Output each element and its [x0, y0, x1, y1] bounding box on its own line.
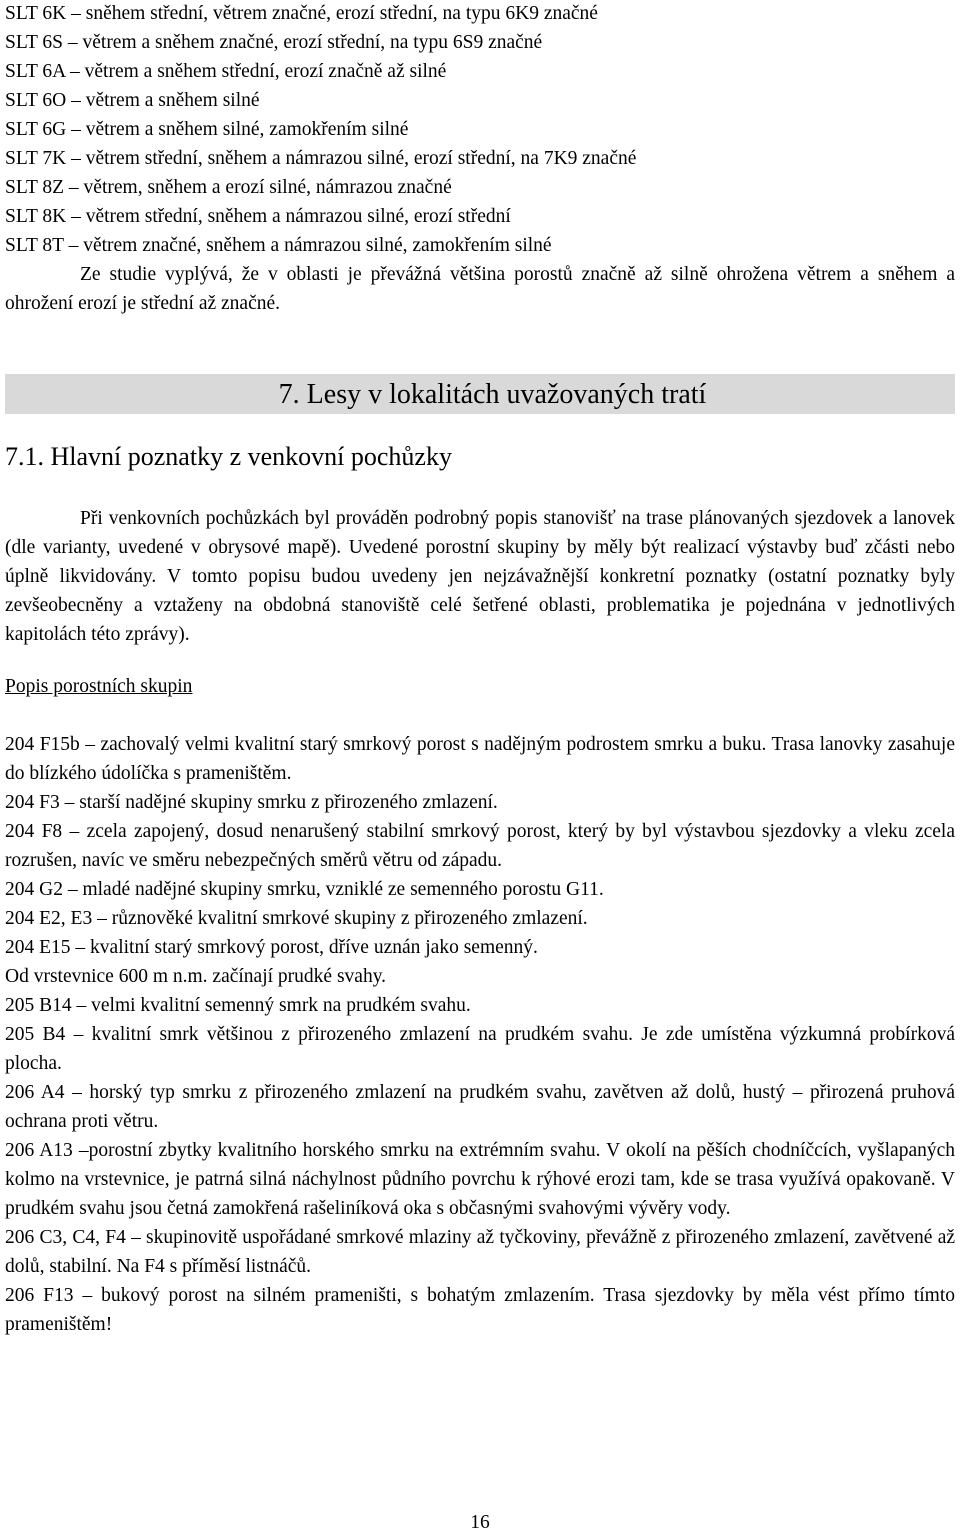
stand-item: 205 B14 – velmi kvalitní semenný smrk na prudkém svahu.	[5, 995, 471, 1016]
stand-item: 205 B4 – kvalitní smrk většinou z přirozeného zmlazení na prudkém svahu. Je zde umístěna výzkumná probírková plocha.	[5, 1024, 955, 1074]
chapter-heading: 7. Lesy v lokalitách uvažovaných tratí	[5, 374, 955, 414]
stand-item: 204 F3 – starší nadějné skupiny smrku z přirozeného zmlazení.	[5, 792, 498, 813]
stand-descriptions-title: Popis porostních skupin	[5, 676, 193, 697]
slt-line: SLT 8T – větrem značné, sněhem a námrazou silné, zamokřením silné	[5, 235, 552, 256]
section-subheading: 7.1. Hlavní poznatky z venkovní pochůzky	[5, 442, 452, 471]
slt-line: SLT 8Z – větrem, sněhem a erozí silné, námrazou značné	[5, 177, 452, 198]
stand-item: 204 E2, E3 – různověké kvalitní smrkové skupiny z přirozeného zmlazení.	[5, 908, 588, 929]
slt-line: SLT 6G – větrem a sněhem silné, zamokřením silné	[5, 119, 409, 140]
slt-line: SLT 6S – větrem a sněhem značné, erozí střední, na typu 6S9 značné	[5, 32, 543, 53]
stand-item: 206 F13 – bukový porost na silném prameništi, s bohatým zmlazením. Trasa sjezdovky by měla vést přímo tímto prameništěm!	[5, 1285, 955, 1335]
slt-line: SLT 6A – větrem a sněhem střední, erozí značně až silné	[5, 61, 447, 82]
slt-line: SLT 7K – větrem střední, sněhem a námrazou silné, erozí střední, na 7K9 značné	[5, 148, 637, 169]
slt-line: SLT 6K – sněhem střední, větrem značné, erozí střední, na typu 6K9 značné	[5, 3, 598, 24]
page-number: 16	[470, 1512, 490, 1533]
stand-item: 204 F15b – zachovalý velmi kvalitní starý smrkový porost s nadějným podrostem smrku a buku. Trasa lanovky zasahuje do blízkého údolíčka s prameništěm.	[5, 734, 955, 784]
document-page	[5, 0, 955, 1339]
conclusion-paragraph: Ze studie vyplývá, že v oblasti je převážná většina porostů značně až silně ohrožena větrem a sněhem a ohrožení erozí je střední až značné.	[5, 264, 955, 314]
slt-line: SLT 6O – větrem a sněhem silné	[5, 90, 260, 111]
stand-item: Od vrstevnice 600 m n.m. začínají prudké svahy.	[5, 966, 387, 987]
stand-list	[5, 730, 955, 1339]
intro-paragraph: Při venkovních pochůzkách byl prováděn podrobný popis stanovišť na trase plánovaných sjezdovek a lanovek (dle varianty, uvedené v obrysové mapě). Uvedené porostní skupiny by měly být realizací výstavby buď zčásti nebo úplně likvidovány. V tomto popisu budou uvedeny jen nejzávažnější konkretní poznatky (ostatní poznatky byly zevšeobecněny a vztaženy na obdobná stanoviště celé šetřené oblasti, problematika je pojednána v jednotlivých kapitolách této zprávy).	[5, 508, 955, 645]
stand-item: 206 C3, C4, F4 – skupinovitě uspořádané smrkové mlaziny až tyčkoviny, převážně z přirozeného zmlazení, zavětvené až dolů, stabilní. Na F4 s příměsí listnáčů.	[5, 1227, 955, 1277]
stand-item: 204 F8 – zcela zapojený, dosud nenarušený stabilní smrkový porost, který by byl výstavbou sjezdovky a vleku zcela rozrušen, navíc ve směru nebezpečných směrů větru od západu.	[5, 821, 955, 871]
stand-item: 204 E15 – kvalitní starý smrkový porost, dříve uznán jako semenný.	[5, 937, 538, 958]
stand-item: 204 G2 – mladé nadějné skupiny smrku, vzniklé ze semenného porostu G11.	[5, 879, 604, 900]
stand-item: 206 A13 –porostní zbytky kvalitního horského smrku na extrémním svahu. V okolí na pěších chodníčcích, vyšlapaných kolmo na vrstevnice, je patrná silná náchylnost půdního povrchu k rýhové erozi tam, kde se trasa využívá opakovaně. V prudkém svahu jsou četná zamokřená rašeliníková oka s občasnými svahovými vývěry vody.	[5, 1140, 955, 1219]
slt-risk-list	[5, 0, 955, 260]
slt-line: SLT 8K – větrem střední, sněhem a námrazou silné, erozí střední	[5, 206, 511, 227]
stand-item: 206 A4 – horský typ smrku z přirozeného zmlazení na prudkém svahu, zavětven až dolů, hustý – přirozená pruhová ochrana proti větru.	[5, 1082, 955, 1132]
